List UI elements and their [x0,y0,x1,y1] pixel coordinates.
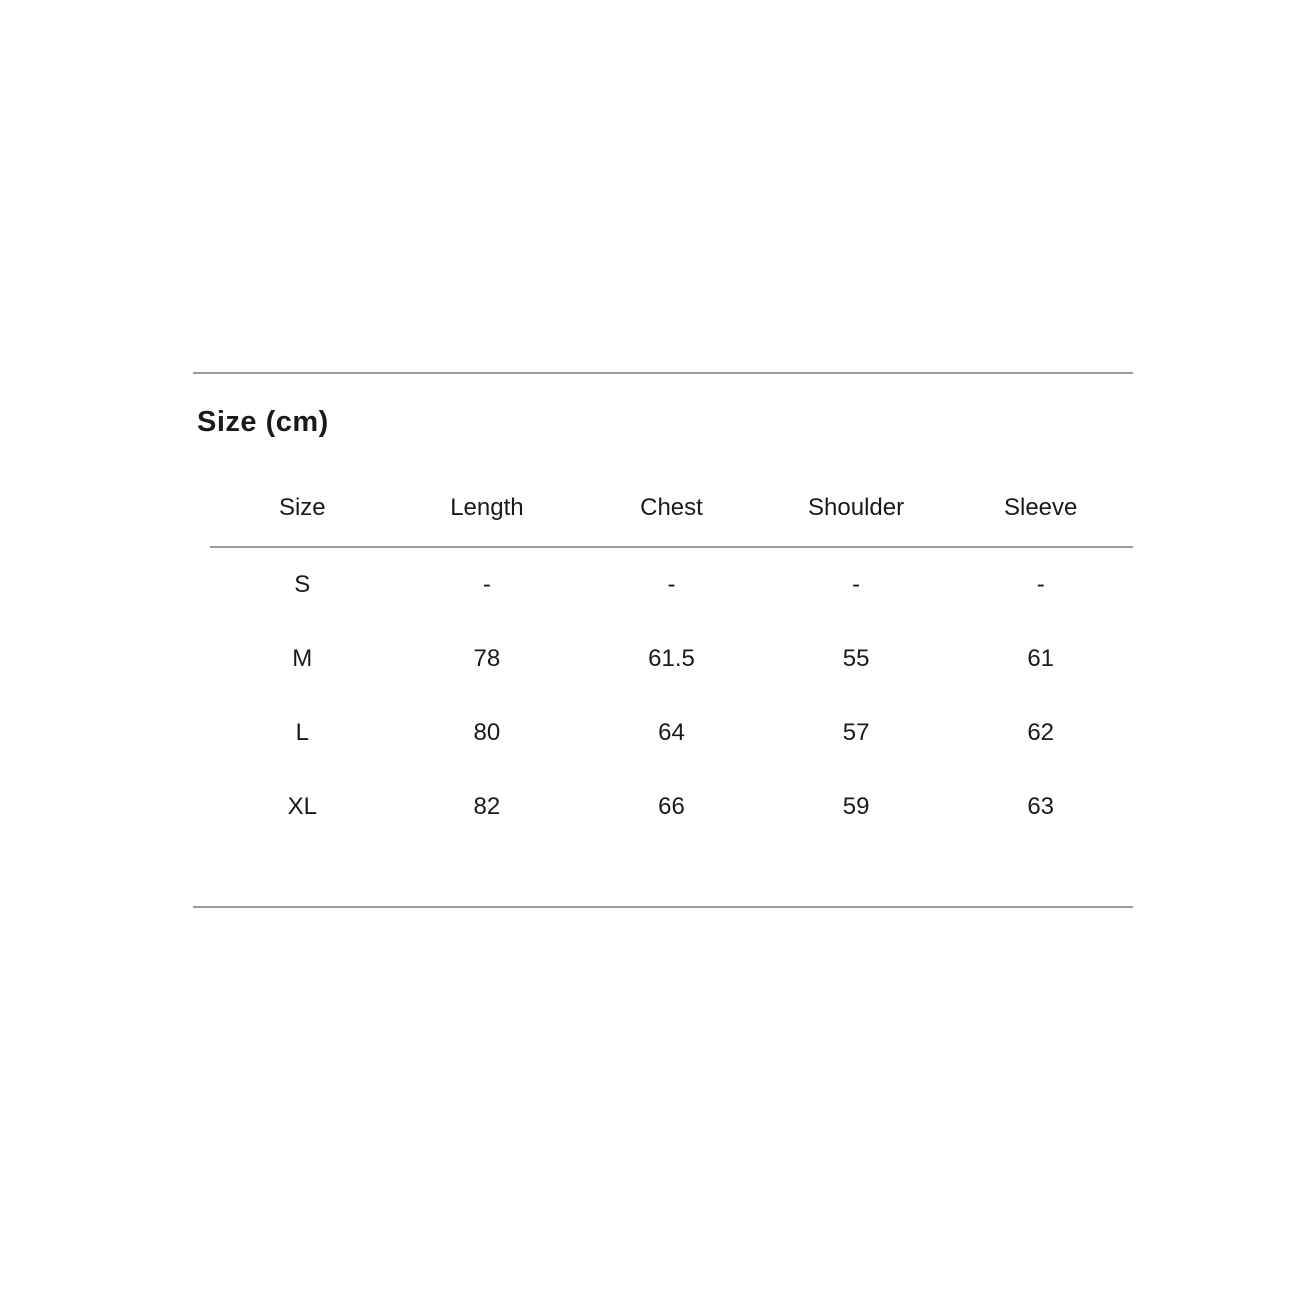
cell-shoulder: 59 [842,793,870,820]
top-divider [193,372,1133,374]
cell-sleeve: 61 [1027,645,1055,672]
cell-length: - [482,571,491,598]
table-row [210,622,1133,696]
cell-sleeve: 63 [1027,793,1055,820]
cell-chest: 61.5 [648,645,695,672]
cell-sleeve: - [1036,571,1045,598]
column-header-length: Length [395,470,580,547]
cell-chest: - [667,571,676,598]
cell-chest: 66 [658,793,685,820]
size-chart [193,372,1133,908]
cell-length: 78 [473,645,501,672]
cell-shoulder: - [852,571,861,598]
table-row [210,696,1133,770]
size-table [210,470,1133,844]
column-header-size: Size [210,470,395,547]
table-header-row [210,470,1133,547]
column-header-shoulder: Shoulder [764,470,949,547]
cell-length: 82 [473,793,501,820]
cell-shoulder: 55 [842,645,870,672]
table-row [210,547,1133,622]
column-header-chest: Chest [579,470,764,547]
cell-size: XL [287,793,317,820]
cell-length: 80 [473,719,501,746]
cell-size: L [295,719,309,746]
bottom-divider [193,906,1133,908]
table-row [210,770,1133,844]
column-header-sleeve: Sleeve [948,470,1133,547]
cell-shoulder: 57 [842,719,870,746]
cell-chest: 64 [658,719,685,746]
cell-sleeve: 62 [1027,719,1055,746]
cell-size: S [294,571,311,598]
size-chart-title: Size (cm) [197,406,329,438]
cell-size: M [292,645,313,672]
